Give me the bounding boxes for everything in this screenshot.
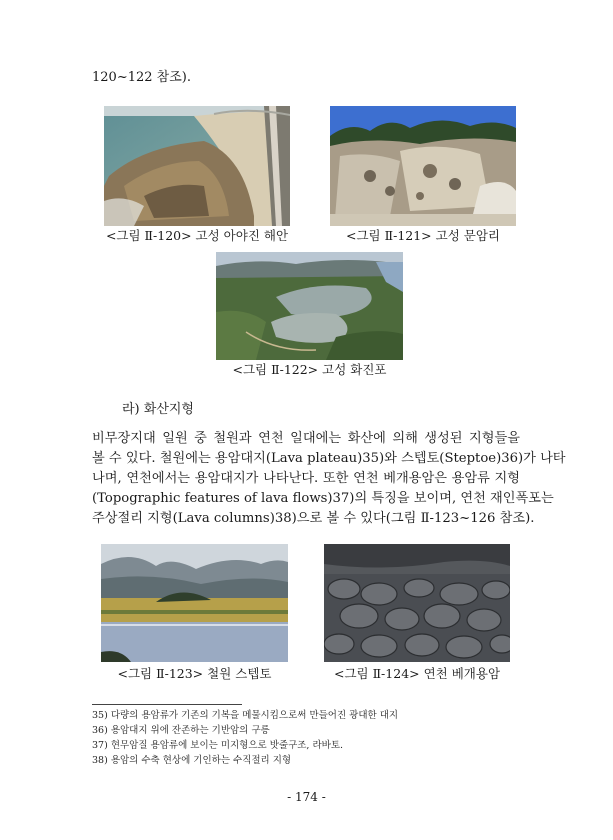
footnote-36: 36) 용암대지 위에 잔존하는 기반암의 구릉 (92, 725, 270, 736)
photo-hwajinpo (216, 252, 403, 360)
footnote-divider (92, 704, 242, 705)
footnote-38: 38) 용암의 수축 현상에 기인하는 수직절리 지형 (92, 755, 292, 766)
caption-fig-121: <그림 Ⅱ-121> 고성 문암리 (346, 228, 500, 243)
caption-fig-124: <그림 Ⅱ-124> 연천 베개용암 (333, 666, 501, 681)
caption-fig-123: <그림 Ⅱ-123> 철원 스텝토 (117, 666, 272, 681)
footnote-37: 37) 현무암질 용암류에 보이는 미지형으로 밧줄구조, 라바토. (92, 740, 344, 751)
caption-fig-120: <그림 Ⅱ-120> 고성 아야진 해안 (105, 228, 289, 243)
paragraph-line: 나며, 연천에서는 용암대지가 나타난다. 또한 연천 베개용암은 용암류 지형 (92, 471, 520, 486)
section-heading: 라) 화산지형 (122, 402, 194, 417)
photo-ayajin-coast (104, 106, 290, 226)
paragraph-line: (Topographic features of lava flows)37)의 특징을 보이며, 연천 재인폭포는 (92, 491, 554, 506)
caption-fig-122: <그림 Ⅱ-122> 고성 화진포 (232, 362, 387, 377)
paragraph-line: 비무장지대 일원 중 철원과 연천 일대에는 화산에 의해 생성된 지형들을 (92, 431, 520, 446)
page-number: - 174 - (287, 790, 326, 804)
photo-munam-ri (330, 106, 516, 226)
paragraph-line: 주상절리 지형(Lava columns)38)으로 볼 수 있다(그림 Ⅱ-123~126 참조). (92, 511, 535, 526)
photo-cheorwon-steptoe (101, 544, 288, 662)
footnote-35: 35) 다량의 용암류가 기존의 기복을 메물시킴으로써 만들어진 광대한 대지 (92, 710, 399, 721)
paragraph-line: 볼 수 있다. 철원에는 용암대지(Lava plateau)35)와 스텝토(Steptoe)36)가 나타 (92, 451, 566, 466)
intro-reference: 120~122 참조). (92, 70, 191, 85)
photo-yeoncheon-pillow-lava (324, 544, 510, 662)
